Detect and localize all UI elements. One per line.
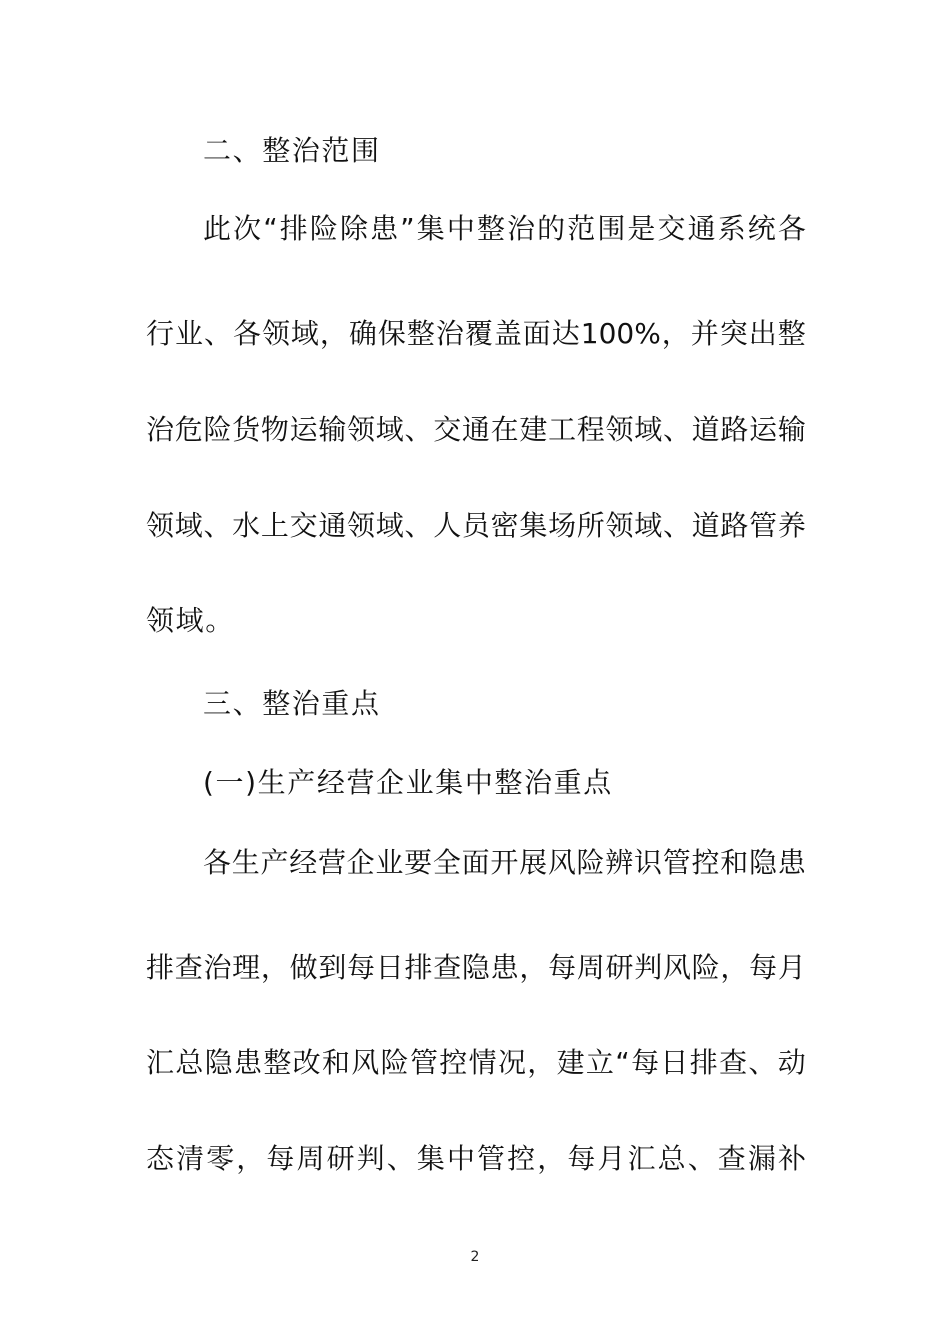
paragraph-line: 领域。 bbox=[146, 604, 235, 637]
paragraph-line: 行 业 、 各 领 域 ， 确 保 整 治 覆 盖 面 达 100% ， 并 突 出 整 bbox=[146, 317, 806, 350]
paragraph-line: 汇 总 隐 患 整 改 和 风 险 管 控 情 况 ， 建 立 “ 每 日 排 查 、 动 bbox=[146, 1046, 806, 1079]
page-number: 2 bbox=[470, 1249, 480, 1265]
paragraph-line: 领 域 、 水 上 交 通 领 域 、 人 员 密 集 场 所 领 域 、 道 路 管 养 bbox=[146, 509, 806, 542]
paragraph-line: 排 查 治 理 ， 做 到 每 日 排 查 隐 患 ， 每 周 研 判 风 险 ， 每 月 bbox=[146, 951, 806, 984]
paragraph-line: 各 生 产 经 营 企 业 要 全 面 开 展 风 险 辨 识 管 控 和 隐 患 bbox=[203, 846, 806, 879]
section-heading-focus: 三、整治重点 bbox=[203, 687, 381, 720]
paragraph-line: 态 清 零 ， 每 周 研 判 、 集 中 管 控 ， 每 月 汇 总 、 查 漏 补 bbox=[146, 1142, 806, 1175]
paragraph-line: 治 危 险 货 物 运 输 领 域 、 交 通 在 建 工 程 领 域 、 道 路 运 输 bbox=[146, 413, 806, 446]
section-heading-scope: 二、整治范围 bbox=[203, 134, 381, 167]
subsection-heading: (一)生产经营企业集中整治重点 bbox=[203, 766, 613, 799]
paragraph-line: 此 次 “ 排 险 除 患 ” 集 中 整 治 的 范 围 是 交 通 系 统 各 bbox=[203, 212, 806, 245]
